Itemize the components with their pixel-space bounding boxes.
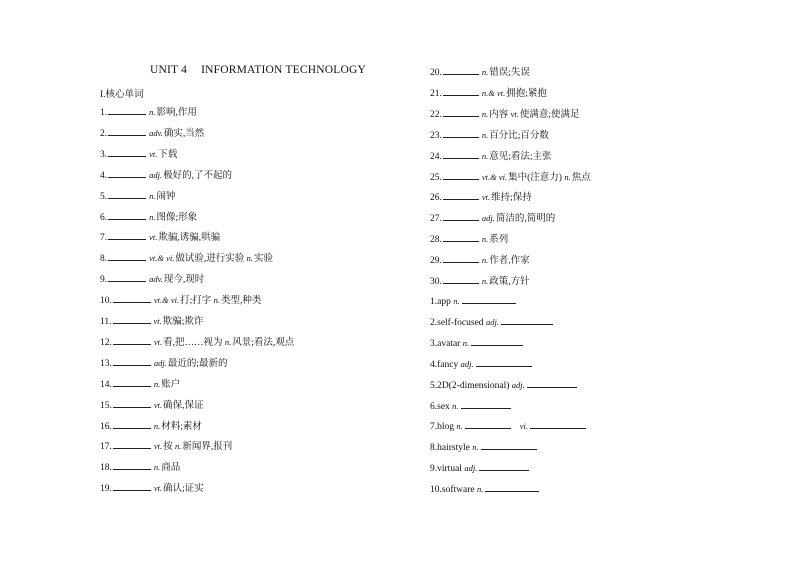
answer-blank[interactable] bbox=[465, 418, 511, 429]
definition-text: 按 bbox=[163, 442, 176, 453]
part-of-speech: n. bbox=[481, 129, 489, 140]
item-number: 14. bbox=[100, 379, 112, 390]
part-of-speech: n. bbox=[224, 336, 232, 347]
phrase-word: 6.sex bbox=[430, 401, 453, 412]
answer-blank[interactable] bbox=[443, 210, 479, 221]
definition-text: 确实,当然 bbox=[163, 128, 205, 139]
part-of-speech: n. bbox=[481, 67, 489, 77]
item-number: 5. bbox=[100, 191, 108, 202]
definition-text: 集中(注意力) bbox=[508, 172, 565, 183]
part-of-speech: n. bbox=[456, 421, 463, 432]
part-of-speech: n.& vt. bbox=[481, 87, 506, 98]
item-number: 9. bbox=[100, 275, 108, 286]
answer-blank[interactable] bbox=[113, 292, 151, 303]
definition-text: 维持;保持 bbox=[491, 193, 532, 204]
part-of-speech: n. bbox=[149, 211, 156, 222]
definition-text: 闹钟 bbox=[156, 191, 176, 202]
answer-blank[interactable] bbox=[113, 459, 151, 470]
vocab-item bbox=[100, 271, 204, 285]
page-title bbox=[150, 64, 366, 76]
answer-blank[interactable] bbox=[108, 250, 146, 261]
phrase-word: 3.avatar bbox=[430, 338, 463, 349]
answer-blank[interactable] bbox=[443, 106, 479, 117]
item-number: 12. bbox=[100, 337, 112, 348]
item-number: 8. bbox=[100, 254, 108, 265]
phrase-item bbox=[430, 314, 556, 328]
vocab-item bbox=[430, 273, 530, 287]
part-of-speech: vt. bbox=[153, 483, 163, 494]
answer-blank[interactable] bbox=[108, 229, 146, 240]
vocab-item bbox=[100, 250, 273, 264]
part-of-speech: n. bbox=[149, 190, 156, 201]
part-of-speech: vt. bbox=[153, 316, 162, 326]
definition-text: 系列 bbox=[489, 235, 509, 246]
item-number: 27. bbox=[430, 214, 442, 225]
phrase-item bbox=[430, 398, 514, 412]
phrase-item bbox=[430, 439, 540, 453]
part-of-speech: adj. bbox=[460, 358, 474, 369]
answer-blank[interactable] bbox=[113, 418, 151, 429]
answer-blank[interactable] bbox=[462, 293, 516, 304]
answer-blank[interactable] bbox=[113, 438, 151, 449]
part-of-speech: adj. bbox=[481, 213, 495, 224]
item-number: 19. bbox=[100, 484, 112, 495]
definition-text: 材料;素材 bbox=[161, 421, 202, 432]
item-number: 24. bbox=[430, 151, 442, 162]
item-number: 16. bbox=[100, 421, 112, 432]
part-of-speech: n. bbox=[153, 462, 161, 473]
phrase-word: 7.blog bbox=[430, 422, 457, 433]
definition-text: 错误;失误 bbox=[489, 68, 530, 78]
answer-blank[interactable] bbox=[113, 480, 151, 491]
answer-blank[interactable] bbox=[501, 314, 553, 325]
part-of-speech: n. bbox=[453, 296, 460, 306]
part-of-speech: vt. bbox=[153, 441, 163, 452]
vocab-item bbox=[100, 397, 204, 411]
vocab-item bbox=[100, 438, 232, 452]
definition-text: 做试验,进行实验 bbox=[175, 254, 247, 265]
part-of-speech: n. bbox=[481, 234, 489, 245]
answer-blank[interactable] bbox=[108, 271, 146, 282]
item-number: 6. bbox=[100, 212, 108, 223]
phrase-item bbox=[430, 356, 535, 370]
vocab-item bbox=[100, 146, 177, 160]
part-of-speech: vt. bbox=[149, 148, 158, 159]
part-of-speech: vt. bbox=[149, 232, 158, 243]
vocab-item bbox=[100, 292, 261, 306]
answer-blank[interactable] bbox=[443, 148, 479, 159]
vocab-item bbox=[430, 189, 532, 203]
phrase-word: 9.virtual bbox=[430, 464, 465, 475]
vocab-item bbox=[100, 459, 180, 473]
vocab-item bbox=[430, 169, 591, 183]
item-number: 13. bbox=[100, 358, 112, 369]
item-number: 4. bbox=[100, 170, 108, 181]
definition-text: 看,把……视为 bbox=[163, 337, 225, 348]
part-of-speech: vt. bbox=[510, 108, 519, 119]
answer-blank[interactable] bbox=[113, 376, 151, 387]
definition-text: 使满意;使满足 bbox=[519, 109, 580, 120]
answer-blank[interactable] bbox=[108, 146, 146, 157]
part-of-speech: vt. bbox=[153, 399, 163, 410]
phrase-item bbox=[430, 460, 532, 474]
answer-blank[interactable] bbox=[476, 356, 532, 367]
vocab-item bbox=[100, 167, 232, 181]
answer-blank[interactable] bbox=[108, 125, 146, 136]
part-of-speech: adj. bbox=[149, 169, 163, 180]
definition-text: 最近的;最新的 bbox=[167, 358, 228, 369]
vocab-item bbox=[430, 252, 530, 266]
definition-text: 实验 bbox=[254, 254, 274, 265]
answer-blank[interactable] bbox=[527, 377, 577, 388]
section-heading: I.核心单词 bbox=[100, 90, 144, 100]
phrase-word: 5.2D(2-dimensional) bbox=[430, 380, 512, 391]
part-of-speech: n. bbox=[246, 253, 254, 264]
answer-blank[interactable] bbox=[443, 64, 479, 75]
vocab-item bbox=[100, 104, 197, 118]
vocab-item bbox=[430, 210, 555, 224]
part-of-speech: n. bbox=[462, 337, 470, 348]
definition-text: 极好的,了不起的 bbox=[163, 170, 233, 181]
vocab-item bbox=[100, 188, 176, 202]
answer-blank[interactable] bbox=[481, 439, 537, 450]
answer-blank[interactable] bbox=[113, 397, 151, 408]
vocab-item bbox=[100, 229, 220, 243]
unit-label: UNIT 4 bbox=[150, 64, 188, 76]
definition-text: 简洁的,简明的 bbox=[495, 214, 556, 225]
definition-text: 确认;证实 bbox=[163, 484, 204, 495]
definition-text: 图像;形象 bbox=[156, 212, 198, 223]
answer-blank[interactable] bbox=[113, 313, 151, 324]
answer-blank[interactable] bbox=[108, 167, 146, 178]
part-of-speech: n. bbox=[481, 150, 489, 161]
part-of-speech: adv. bbox=[149, 274, 163, 285]
item-number: 18. bbox=[100, 463, 112, 474]
definition-text: 作者,作家 bbox=[489, 256, 530, 267]
item-number: 28. bbox=[430, 235, 442, 246]
definition-text: 下载 bbox=[158, 149, 178, 160]
answer-blank[interactable] bbox=[443, 231, 479, 242]
item-number: 20. bbox=[430, 68, 442, 78]
answer-blank[interactable] bbox=[443, 273, 479, 284]
item-number: 26. bbox=[430, 193, 442, 204]
answer-blank[interactable] bbox=[113, 334, 151, 345]
part-of-speech: n. bbox=[213, 295, 221, 306]
answer-blank[interactable] bbox=[461, 398, 511, 409]
phrase-word: 4.fancy bbox=[430, 359, 461, 370]
answer-blank[interactable] bbox=[108, 188, 146, 199]
part-of-speech: n. bbox=[153, 378, 161, 389]
part-of-speech: vi. bbox=[519, 421, 529, 432]
part-of-speech: n. bbox=[564, 171, 571, 182]
definition-text: 政策,方针 bbox=[489, 277, 530, 287]
item-number: 23. bbox=[430, 130, 442, 141]
part-of-speech: n. bbox=[481, 276, 489, 286]
part-of-speech: adj. bbox=[153, 357, 167, 368]
phrase-item bbox=[430, 481, 542, 495]
definition-text: 打;打字 bbox=[180, 296, 214, 307]
definition-text: 现今,现时 bbox=[163, 275, 205, 286]
vocab-item bbox=[100, 209, 197, 223]
phrase-word: 8.hairstyle bbox=[430, 443, 473, 454]
definition-text: 新闻界,报刊 bbox=[182, 442, 233, 453]
definition-text: 类型,种类 bbox=[221, 296, 262, 307]
part-of-speech: vt.& vi. bbox=[481, 171, 508, 182]
answer-blank[interactable] bbox=[530, 418, 586, 429]
part-of-speech: adj. bbox=[464, 463, 478, 474]
unit-name: INFORMATION TECHNOLOGY bbox=[201, 64, 366, 76]
part-of-speech: adj. bbox=[511, 379, 525, 390]
part-of-speech: vt.& vi. bbox=[153, 295, 180, 306]
answer-blank[interactable] bbox=[443, 127, 479, 138]
answer-blank[interactable] bbox=[479, 460, 529, 471]
vocab-item bbox=[430, 127, 549, 141]
definition-text: 意见;看法;主张 bbox=[489, 151, 552, 162]
answer-blank[interactable] bbox=[443, 85, 479, 96]
part-of-speech: n. bbox=[476, 484, 484, 495]
phrase-word: 1.app bbox=[430, 297, 454, 307]
vocab-item bbox=[430, 148, 552, 162]
phrase-word: 2.self-focused bbox=[430, 317, 486, 328]
answer-blank[interactable] bbox=[108, 209, 146, 220]
answer-blank[interactable] bbox=[443, 252, 479, 263]
definition-text: 商品 bbox=[161, 463, 181, 474]
part-of-speech: n. bbox=[481, 255, 489, 266]
definition-text: 拥抱;紧抱 bbox=[506, 88, 547, 99]
vocab-item bbox=[430, 85, 547, 99]
part-of-speech: vt.& vi. bbox=[149, 253, 175, 264]
part-of-speech: adv. bbox=[149, 127, 163, 138]
part-of-speech: n. bbox=[149, 107, 156, 117]
definition-text: 百分比;百分数 bbox=[489, 130, 549, 141]
vocab-item bbox=[430, 64, 530, 78]
definition-text: 风景;看法,观点 bbox=[232, 337, 295, 348]
vocab-item bbox=[100, 313, 203, 327]
answer-blank[interactable] bbox=[443, 169, 479, 180]
definition-text: 账户 bbox=[161, 379, 181, 390]
vocab-item bbox=[100, 125, 204, 139]
vocab-item bbox=[100, 418, 202, 432]
item-number: 3. bbox=[100, 149, 108, 160]
phrase-item bbox=[430, 377, 580, 391]
definition-text: 欺骗;欺诈 bbox=[162, 317, 204, 327]
vocab-item bbox=[100, 480, 204, 494]
item-number: 11. bbox=[100, 317, 112, 327]
item-number: 29. bbox=[430, 256, 442, 267]
vocab-item bbox=[100, 376, 180, 390]
answer-blank[interactable] bbox=[485, 481, 539, 492]
part-of-speech: n. bbox=[153, 420, 161, 431]
item-number: 2. bbox=[100, 128, 108, 139]
item-number: 17. bbox=[100, 442, 112, 453]
item-number: 30. bbox=[430, 277, 442, 287]
definition-text: 焦点 bbox=[571, 172, 591, 183]
phrase-item bbox=[430, 418, 589, 432]
vocab-item bbox=[100, 355, 228, 369]
item-number: 15. bbox=[100, 400, 112, 411]
item-number: 22. bbox=[430, 109, 442, 120]
answer-blank[interactable] bbox=[471, 335, 523, 346]
part-of-speech: n. bbox=[481, 108, 489, 119]
phrase-item bbox=[430, 335, 526, 349]
part-of-speech: vt. bbox=[481, 192, 491, 203]
part-of-speech: vt. bbox=[153, 336, 163, 347]
item-number: 1. bbox=[100, 108, 108, 118]
definition-text: 确保,保证 bbox=[163, 400, 204, 411]
item-number: 25. bbox=[430, 172, 442, 183]
item-number: 10. bbox=[100, 296, 112, 307]
phrase-word: 10.software bbox=[430, 485, 477, 496]
part-of-speech: n. bbox=[175, 441, 182, 452]
definition-text: 影响,作用 bbox=[156, 108, 197, 118]
item-number: 7. bbox=[100, 233, 108, 244]
part-of-speech: n. bbox=[472, 442, 479, 453]
answer-blank[interactable] bbox=[443, 189, 479, 200]
definition-text: 欺骗,诱骗,哄骗 bbox=[158, 233, 221, 244]
definition-text: 内容 bbox=[489, 109, 511, 120]
vocab-item bbox=[430, 231, 508, 245]
vocab-item bbox=[100, 334, 294, 348]
answer-blank[interactable] bbox=[113, 355, 151, 366]
answer-blank[interactable] bbox=[108, 104, 146, 115]
part-of-speech: adj. bbox=[485, 316, 499, 327]
part-of-speech: n. bbox=[452, 400, 459, 411]
item-number: 21. bbox=[430, 88, 442, 99]
phrase-item bbox=[430, 293, 519, 307]
vocab-item bbox=[430, 106, 580, 120]
